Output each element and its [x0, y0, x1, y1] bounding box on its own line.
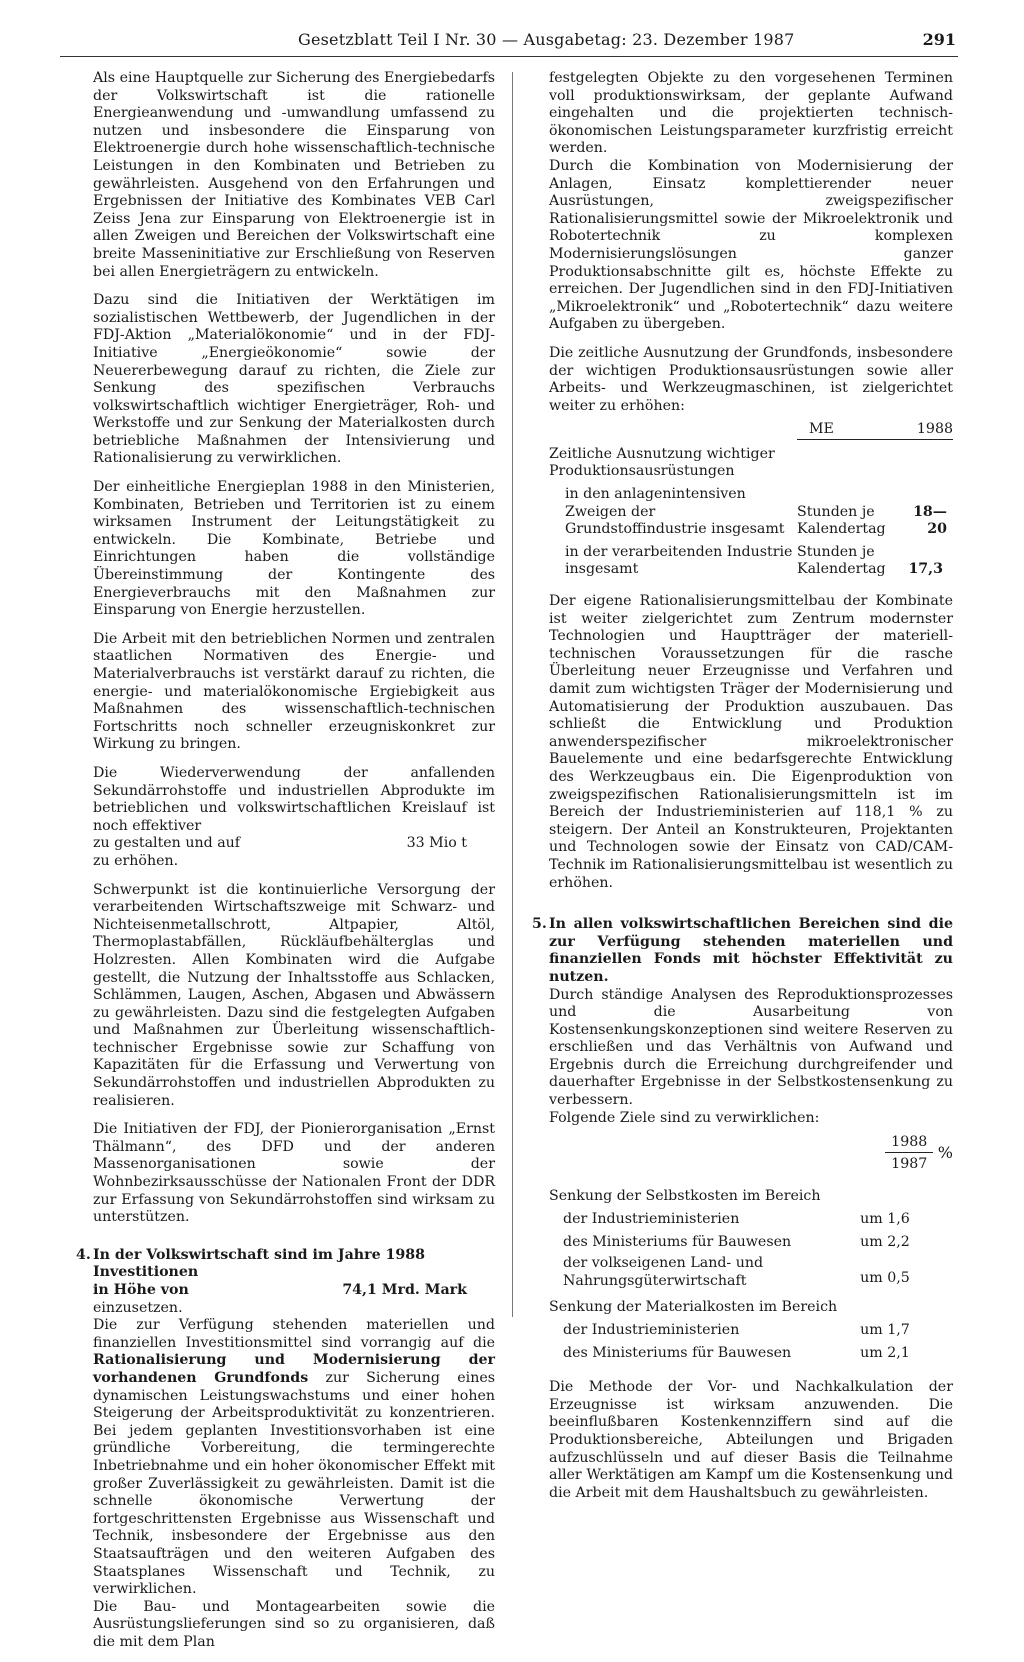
row-value: um 0,5 [860, 1270, 910, 1287]
amount-line [93, 835, 495, 853]
item-number: 5. [532, 916, 547, 933]
row-value: um 2,2 [860, 1234, 910, 1251]
row-value: 17,3 [908, 561, 943, 578]
row-label: in der verarbeitenden Industrie insgesamt [565, 543, 793, 578]
table-header-row [549, 421, 953, 439]
paragraph: Die Initiativen der FDJ, der Pionierorganisation „Ernst Thälmann“, des DFD und der anderen Massenorganisationen sowie der Wohnbezirksausschüsse der Nationalen Front der DDR zur Erfassung von Sekundärrohstoffen sind wirksam zu unterstützen. [93, 1121, 495, 1226]
percent-unit: % [937, 1143, 953, 1163]
bold-text: zur Verfügung stehenden materiellen und finanziellen Fonds mit höchster Effektivität zu nutzen. [549, 933, 953, 985]
fraction-header [844, 1133, 953, 1173]
row-label: der Industrieministerien [563, 1211, 740, 1228]
row-label: in den anlagenintensiven Zweigen der Grundstoffindustrie insgesamt [565, 486, 785, 538]
column-header-me: ME [797, 421, 897, 439]
page-header [60, 30, 958, 57]
paragraph: Der eigene Rationalisierungsmittelbau der Kombinate ist weiter zielgerichtet zum Zentrum modernster Technologien und Hauptträger der materiell-technischen Voraussetzungen für die rasche Überleitung neuer Erzeugnisse und Verfahren und damit zum wichtigsten Träger der Modernisierung und Automatisierung der Produktion auszubauen. Das schließt die Entwicklung und Produktion anwenderspezifischer mikroelektronischer Bauelemente und eine bedarfsgerechte Entwicklung des Werkzeugbaus ein. Die Eigenproduktion von zweigspezifischen Rationalisierungsmitteln ist im Bereich der Industrieministerien auf 118,1 % zu steigern. Der Anteil an Konstrukteuren, Projektanten und Technologen sowie der Einsatz von CAD/CAM-Technik im Rationalisierungsmittelbau ist wesentlich zu erhöhen. [549, 593, 953, 891]
paragraph-end: zu erhöhen. [93, 852, 179, 869]
text-span: zur Sicherung eines dynamischen Leistungswachstums und einer hohen Steigerung der Arbeitsproduktivität zu konzentrieren. Bei jedem geplanten Investitionsvorhaben ist eine gründliche Vorbereitung, die termingerechte Inbetriebnahme und ein hoher ökonomischer Effekt mit großer Zuverlässigkeit zu gewährleisten. Damit ist die schnelle ökonomische Verwertung der fortgeschrittensten Ergebnisse aus Wissenschaft und Technik, insbesondere der Ergebnisse aus den Staatsaufträgen und den weiteren Aufgaben des Staatsplanes Wissenschaft und Technik, zu verwirklichen. [93, 1369, 496, 1598]
cost-reduction-table [549, 1133, 953, 1365]
table-row [549, 1208, 953, 1231]
row-value: 18—20 [913, 503, 947, 538]
item-text [549, 916, 953, 986]
paragraph: Die Methode der Vor- und Nachkalkulation der Erzeugnisse ist wirksam anzuwenden. Die beeinflußbaren Kostenkennziffern sind auf die Produktionsbereiche, Abteilungen und Brigaden aufzuschlüsseln und auf dieser Basis die Teilnahme aller Werktätigen am Kampf um die Kostensenkung und die Arbeit mit dem Haushaltsbuch zu gewährleisten. [549, 1379, 953, 1501]
table-row [549, 539, 953, 579]
row-unit: Stunden je Kalendertag [797, 543, 886, 578]
item-4 [76, 1246, 495, 1317]
left-column [76, 70, 496, 1662]
paragraph: Als eine Hauptquelle zur Sicherung des Energiebedarfs der Volkswirtschaft ist die rationelle Energieanwendung und -umwandlung umfassend zu nutzen und insbesondere die Einsparung von Elektroenergie durch hohe wissenschaftlich-technische Leistungen in den Kombinaten und Betrieben zu gewährleisten. Ausgehend von den Erfahrungen und Ergebnissen der Initiative des Kombinates VEB Carl Zeiss Jena zur Einsparung von Elektroenergie ist in allen Zweigen und Bereichen der Volkswirtschaft eine breite Masseninitiative zur Erschließung von Reserven bei allen Energieträgern zu entwickeln. [93, 70, 495, 280]
paragraph: Durch die Kombination von Modernisierung der Anlagen, Einsatz komplettierender neuer Ausrüstungen, zweigspezifischer Rationalisierungsmittel sowie der Mikroelektronik und Robotertechnik zu komplexen Modernisierungslösungen ganzer Produktionsabschnitte gilt es, höchste Effekte zu erreichen. Der Jugendlichen sind in den FDJ-Initiativen „Mikroelektronik“ und „Robotertechnik“ dazu weitere Aufgaben zu übergeben. [549, 157, 953, 333]
fraction-denominator: 1987 [891, 1156, 928, 1173]
bold-text: Rationalisierung und Modernisierung der vorhandenen Grundfonds [93, 1352, 495, 1386]
table-heading-row [549, 439, 953, 481]
row-label: des Ministeriums für Bauwesen [563, 1234, 792, 1251]
row-value: um 1,7 [860, 1322, 910, 1339]
row-unit: Stunden je Kalendertag [797, 503, 886, 538]
paragraph: Dazu sind die Initiativen der Werktätigen im sozialistischen Wettbewerb, der Jugendlichen in der FDJ-Aktion „Materialökonomie“ und in der FDJ-Initiative „Energieökonomie“ sowie der Neuererbewegung darauf zu richten, die Ziele zur Senkung des spezifischen Verbrauchs volkswirtschaftlich wichtiger Energieträger, Roh- und Werkstoffe und zur Senkung der Materialkosten durch betriebliche Maßnahmen der Intensivierung und Rationalisierung zu verwirklichen. [93, 292, 495, 467]
row-label: der Industrieministerien [563, 1322, 740, 1339]
item-number: 4. [76, 1246, 91, 1263]
paragraph [93, 765, 495, 871]
group-heading: Senkung der Materialkosten im Bereich [549, 1299, 838, 1316]
table-row [549, 1319, 953, 1342]
amount-value: 74,1 Mrd. Mark [342, 1282, 467, 1298]
table-row [549, 1231, 953, 1254]
row-value: um 2,1 [860, 1345, 910, 1362]
column-divider [512, 72, 513, 1317]
row-label: des Ministeriums für Bauwesen [563, 1345, 792, 1362]
paragraph: Durch ständige Analysen des Reproduktionsprozesses und die Ausarbeitung von Kostensenkungskonzeptionen sind weitere Reserven zu erschließen und das Verhältnis von Aufwand und Ergebnis durch die Erreichung durchgreifender und dauerhafter Ergebnisse in der Selbstkostensenkung zu verbessern. [549, 986, 953, 1109]
paragraph [93, 1317, 495, 1599]
paragraph: Folgende Ziele sind zu verwirklichen: [549, 1109, 820, 1126]
column-header-year: 1988 [897, 421, 953, 439]
amount-value: 33 Mio t [406, 835, 467, 852]
row-label: der volkseigenen Land- und Nahrungsgüterwirtschaft [563, 1255, 764, 1290]
item-5 [532, 916, 953, 986]
row-value: um 1,6 [860, 1211, 910, 1228]
text-span: In allen volkswirtschaftlichen Bereichen sind die [549, 916, 953, 933]
utilization-table [549, 421, 953, 579]
paragraph: Die Arbeit mit den betrieblichen Normen und zentralen staatlichen Normativen des Energie- und Materialverbrauchs ist verstärkt darauf zu richten, die energie- und materialökonomische Ergiebigkeit aus Maßnahmen des wissenschaftlich-technischen Fortschritts noch schneller erzeugniskonkret zur Wirkung zu bringen. [93, 630, 495, 753]
table-row [549, 481, 953, 539]
table-row [549, 1342, 953, 1365]
paragraph: festgelegten Objekte zu den vorgesehenen Terminen voll produktionswirksam, der geplante Aufwand eingehalten und die projektierten technisch-ökonomischen Leistungsparameter kurzfristig erreicht werden. [549, 70, 953, 157]
paragraph-text: Die Wiederverwendung der anfallenden Sekundärrohstoffe und industriellen Abprodukte im betrieblichen und volkswirtschaftlichen Kreislauf ist noch effektiver [93, 764, 495, 834]
item-line: In der Volkswirtschaft sind im Jahre 1988 Investitionen [93, 1246, 426, 1281]
right-column [532, 70, 953, 1513]
page-number: 291 [922, 30, 956, 49]
paragraph: Die Bau- und Montagearbeiten sowie die Ausrüstungslieferungen sind so zu organisieren, daß die mit dem Plan [93, 1598, 495, 1650]
item-line: einzusetzen. [93, 1299, 183, 1316]
year-fraction [885, 1133, 933, 1173]
group-heading-row [549, 1173, 953, 1208]
text-span: Die zur Verfügung stehenden materiellen und finanziellen Investitionsmittel sind vorrangig auf die [93, 1317, 495, 1351]
amount-label: in Höhe von [93, 1282, 189, 1298]
table-header-row [549, 1133, 953, 1173]
group-heading-row [549, 1290, 953, 1319]
header-title: Gesetzblatt Teil I Nr. 30 — Ausgabetag: 23. Dezember 1987 [298, 30, 795, 49]
amount-line [93, 1282, 495, 1300]
fraction-numerator: 1988 [885, 1133, 933, 1153]
table-heading: Zeitliche Ausnutzung wichtiger Produktionsausrüstungen [549, 445, 775, 480]
group-heading: Senkung der Selbstkosten im Bereich [549, 1188, 821, 1205]
paragraph: Schwerpunkt ist die kontinuierliche Versorgung der verarbeitenden Wirtschaftszweige mit Schwarz- und Nichteisenmetallschrott, Altpapier, Altöl, Thermoplastabfällen, Rückläufbehälterglas und Holzresten. Allen Kombinaten wird die Aufgabe gestellt, die Nutzung der Inhaltsstoffe aus Schlacken, Schlämmen, Laugen, Aschen, Abgasen und Abwässern zu gewährleisten. Dazu sind die festgelegten Aufgaben und Maßnahmen zur Überleitung wissenschaftlich-technischer Ergebnisse sowie zur Schaffung von Kapazitäten für die Erfassung und Verwertung von Sekundärrohstoffen und industriellen Abprodukten zu realisieren. [93, 881, 495, 1109]
table-row [549, 1254, 953, 1290]
paragraph: Der einheitliche Energieplan 1988 in den Ministerien, Kombinaten, Betrieben und Territorien ist zu einem wirksamen Instrument der Leitungstätigkeit zu entwickeln. Die Kombinate, Betriebe und Einrichtungen haben die vollständige Übereinstimmung der Kontingente des Energieverbrauchs mit den Maßnahmen zur Einsparung von Energie herzustellen. [93, 479, 495, 619]
paragraph: Die zeitliche Ausnutzung der Grundfonds, insbesondere der wichtigen Produktionsausrüstungen sowie aller Arbeits- und Werkzeugmaschinen, ist zielgerichtet weiter zu erhöhen: [549, 344, 953, 414]
amount-label: zu gestalten und auf [93, 835, 241, 852]
